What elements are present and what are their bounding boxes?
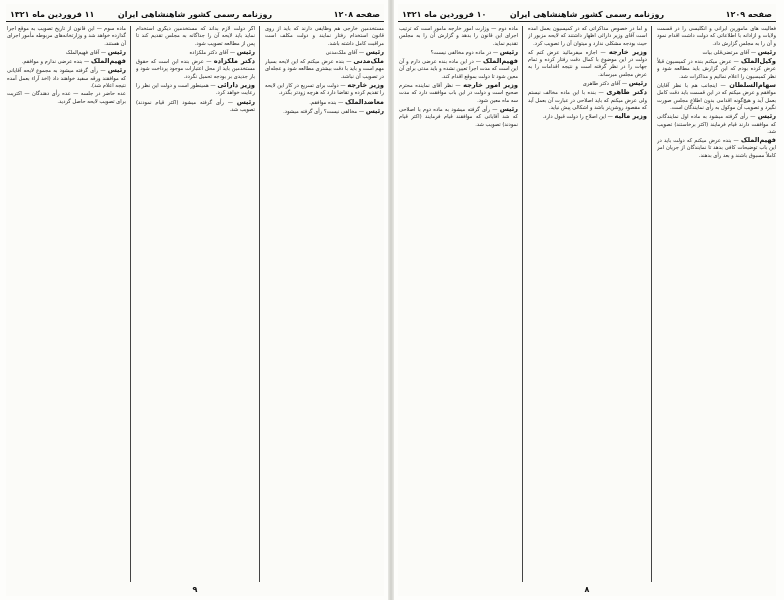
paragraph	[7, 49, 126, 57]
paragraph-text: — نظر آقای نماینده محترم صحیح است و دولت در این باب موافقت دارد که مدت سه ماه معین شود.	[399, 83, 518, 104]
paragraph	[528, 26, 647, 48]
paragraph	[7, 91, 126, 106]
paragraph-text: — آقای دکتر ملکزاده	[189, 49, 236, 56]
speaker-name: وزیر دارائی	[217, 81, 255, 90]
paragraph-text: — اینجانب هم با نظر آقایان موافقم و عرض میکنم که در این قسمت باید دقت کامل بعمل آید و هیچ‌گونه اقدامی بدون اطلاع مجلس صورت نگیرد و تصویب آن موکول به رأی نمایندگان است.	[657, 83, 776, 111]
left-page-columns	[6, 26, 384, 582]
left-page-label: صفحه ۱۲۰۸	[333, 10, 380, 19]
paragraph	[399, 26, 518, 48]
paragraph-text: اگر دولت لازم بداند که مستخدمین دیگری استخدام نماید باید لایحه آن را جداگانه به مجلس تقدیم کند تا پس از مطالعه تصویب شود.	[136, 26, 255, 47]
speaker-name: وزیر مالیه	[614, 112, 647, 121]
paragraph	[265, 49, 384, 57]
paragraph	[528, 113, 647, 121]
paragraph	[528, 49, 647, 79]
right-page-header	[398, 8, 776, 22]
speaker-name: دکتر ملکزاده	[213, 57, 255, 66]
paragraph	[528, 80, 647, 88]
paragraph-text: — آقای ملک‌مدنی	[325, 49, 365, 56]
speaker-name: وکیل‌الملک	[740, 57, 776, 66]
paragraph-text: — عرض بنده این است که حقوق مستخدمین باید از محل اعتبارات موجود پرداخت شود و بار جدیدی بر بودجه تحمیل نگردد.	[136, 59, 255, 80]
speaker-name: رئیس	[236, 97, 255, 106]
paragraph-text: عده حاضر در جلسه — عده رأی دهندگان — اکثریت برای تصویب لایحه حاصل گردید.	[7, 91, 126, 105]
right-page-date: ۱۰ فروردین ماه ۱۳۲۱	[402, 10, 487, 19]
left-page	[6, 4, 384, 596]
paragraph-text: — رأی گرفته میشود به مجموع لایحه آقایانی که موافقند ورقه سفید خواهند داد (اخذ آراء بعمل آمده نتیجه اعلام شد).	[7, 68, 126, 90]
left-page-date: ۱۱ فروردین ماه ۱۳۲۱	[10, 10, 95, 19]
speaker-name: وزیر امور خارجه	[463, 81, 518, 90]
paragraph	[136, 26, 255, 48]
speaker-name: رئیس	[365, 47, 384, 56]
paragraph	[265, 58, 384, 81]
paragraph	[7, 58, 126, 66]
speaker-name: رئیس	[365, 106, 384, 115]
speaker-name: سهام‌السلطان	[729, 81, 776, 90]
header-rule	[6, 21, 384, 22]
text-column	[657, 26, 776, 582]
paragraph-text: — مخالفی نیست؟ رأی گرفته میشود.	[283, 108, 365, 115]
paragraph-text: — آقای فهیم‌الملک	[65, 49, 107, 56]
paragraph-text: — بنده عرضی ندارم و موافقم.	[21, 59, 90, 66]
right-page-footer: ۸	[584, 585, 590, 594]
paragraph-text: — این اصلاح را دولت قبول دارد.	[542, 114, 613, 121]
paragraph	[657, 26, 776, 48]
paragraph	[136, 82, 255, 98]
paragraph	[399, 82, 518, 105]
paragraph-text: — عرض میکنم بنده در کمیسیون قبلاً عرض کرده بودم که این گزارش باید مطالعه شود و نظر کمیسیون را اعلام نمائیم و مذاکرات شد.	[657, 59, 776, 80]
speaker-name: رئیس	[499, 47, 518, 56]
right-page-title: روزنامه رسمی کشور شاهنشاهی ایران	[509, 10, 665, 19]
speaker-name: وزیر خارجه	[347, 81, 384, 90]
speaker-name: رئیس	[499, 104, 518, 113]
text-column	[136, 26, 255, 582]
left-page-header	[6, 8, 384, 22]
paragraph-text: فعالیت های مأمورین ایرانی و انگلیسی را در قسمت ولایات و ازادانه با اطلاعاتی که دولت داشت اقدام نمود و آن را به مجلس گزارش داد.	[657, 26, 776, 47]
right-page	[398, 4, 776, 596]
right-page-columns	[398, 26, 776, 582]
column-rule	[522, 26, 523, 582]
text-column	[265, 26, 384, 582]
paragraph	[265, 26, 384, 48]
paragraph-text: — رأی گرفته میشود (اکثر قیام نمودند) تصویب شد.	[136, 99, 255, 113]
paragraph	[136, 58, 255, 81]
paragraph-text: — آقای دکتر طاهری	[582, 81, 628, 88]
paragraph-text: — اجازه میفرمائید عرض کنم که دولت در این موضوع با کمال دقت رفتار کرده و تمام جهات را در نظر گرفته است و نتیجه اقدامات را به عرض مجلس میرساند.	[528, 49, 647, 78]
paragraph-text: — بنده با این ماده مخالف نیستم ولی عرض میکنم که باید اصلاحی در عبارت آن بعمل آید که مقصود روشن‌تر باشد و اشکالی پیش نیاید.	[528, 90, 647, 111]
header-rule	[398, 21, 776, 22]
paragraph-text: — در این ماده بنده عرضی دارم و آن این است که مدت اجرا تعیین نشده و باید مدتی برای آن معین شود تا دولت بموقع اقدام کند.	[399, 59, 518, 80]
paragraph-text: ماده دوم — وزارت امور خارجه مأمور است که ترتیب اجرای این قانون را بدهد و گزارش آن را به مجلس تقدیم نماید.	[399, 26, 518, 47]
paragraph-text: — بنده عرض میکنم که دولت باید در این باب توضیحات کافی بدهد تا نمایندگان از جریان امر کاملاً مسبوق باشند و بعد رأی بدهند.	[657, 138, 776, 159]
text-column	[7, 26, 126, 582]
paragraph-text: — دولت برای تسریع در کار این لایحه را تقدیم کرده و تقاضا دارد که هرچه زودتر بگذرد.	[265, 83, 384, 97]
paragraph-text: — در ماده دوم مخالفی نیست؟	[430, 49, 499, 56]
paragraph	[657, 137, 776, 160]
text-column	[399, 26, 518, 582]
paragraph	[657, 82, 776, 112]
speaker-name: رئیس	[757, 47, 776, 56]
speaker-name: ملک‌مدنی	[353, 57, 384, 66]
speaker-name: فهیم‌الملک	[740, 136, 776, 145]
speaker-name: رئیس	[107, 47, 126, 56]
paragraph	[265, 82, 384, 98]
speaker-name: رئیس	[757, 112, 776, 121]
paragraph-text: مستخدمین خارجی هم وظایفی دارند که باید از روی قانون استخدام رفتار نمایند و دولت مکلف است مراقبت کامل داشته باشد.	[265, 26, 384, 47]
left-page-footer: ۹	[192, 585, 198, 594]
paragraph-text: و اما در خصوص مذاکراتی که در کمیسیون بعمل آمده است آقای وزیر دارائی اظهار داشتند که لایحه مزبور از حیث بودجه مشکلی ندارد و میتوان آن را تصویب کرد.	[528, 26, 647, 47]
paragraph	[399, 106, 518, 129]
paragraph	[265, 99, 384, 107]
paragraph	[399, 58, 518, 81]
speaker-name: دکتر طاهری	[606, 88, 647, 97]
speaker-name: رئیس	[236, 47, 255, 56]
paragraph-text: ماده سوم — این قانون از تاریخ تصویب به موقع اجرا گذارده خواهد شد و وزارتخانه‌های مربوطه مأمور اجرای آن هستند.	[7, 26, 126, 47]
left-page-title: روزنامه رسمی کشور شاهنشاهی ایران	[117, 10, 273, 19]
paragraph	[7, 67, 126, 90]
speaker-name: فهیم‌الملک	[90, 57, 126, 66]
paragraph	[657, 49, 776, 57]
paragraph-text: — همینطور است و دولت این نظر را رعایت خواهد کرد.	[136, 83, 255, 97]
column-rule	[259, 26, 260, 582]
paragraph-text: — رأی گرفته میشود به ماده اول نمایندگانی که موافقت دارند قیام فرمایند (اکثر برخاستند) تصویب شد.	[657, 114, 776, 135]
speaker-name: رئیس	[107, 66, 126, 75]
paragraph-text: — آقای مرتضی‌قلی بیات	[702, 49, 757, 56]
text-column	[528, 26, 647, 582]
column-rule	[651, 26, 652, 582]
column-rule	[130, 26, 131, 582]
paragraph	[265, 108, 384, 116]
paragraph	[657, 58, 776, 81]
paragraph	[7, 26, 126, 48]
speaker-name: معاضدالملک	[344, 97, 384, 106]
paragraph-text: — بنده موافقم.	[309, 99, 344, 106]
paragraph	[136, 49, 255, 57]
speaker-name: رئیس	[628, 79, 647, 88]
paragraph	[657, 113, 776, 136]
paragraph	[399, 49, 518, 57]
speaker-name: فهیم‌الملک	[482, 57, 518, 66]
right-page-label: صفحه ۱۲۰۹	[725, 10, 772, 19]
speaker-name: وزیر خارجه	[608, 47, 647, 56]
book-gutter	[388, 0, 394, 600]
paragraph-text: — بنده عرض میکنم که این لایحه بسیار مهم است و باید با دقت بیشتری مطالعه شود و عجله‌ای در تصویب آن نباشد.	[265, 59, 384, 80]
paragraph-text: — رأی گرفته میشود به ماده دوم با اصلاحی که شد آقایانی که موافقند قیام فرمایند (اکثر قیام نمودند) تصویب شد.	[399, 106, 518, 128]
paragraph	[136, 99, 255, 115]
paragraph	[528, 89, 647, 112]
